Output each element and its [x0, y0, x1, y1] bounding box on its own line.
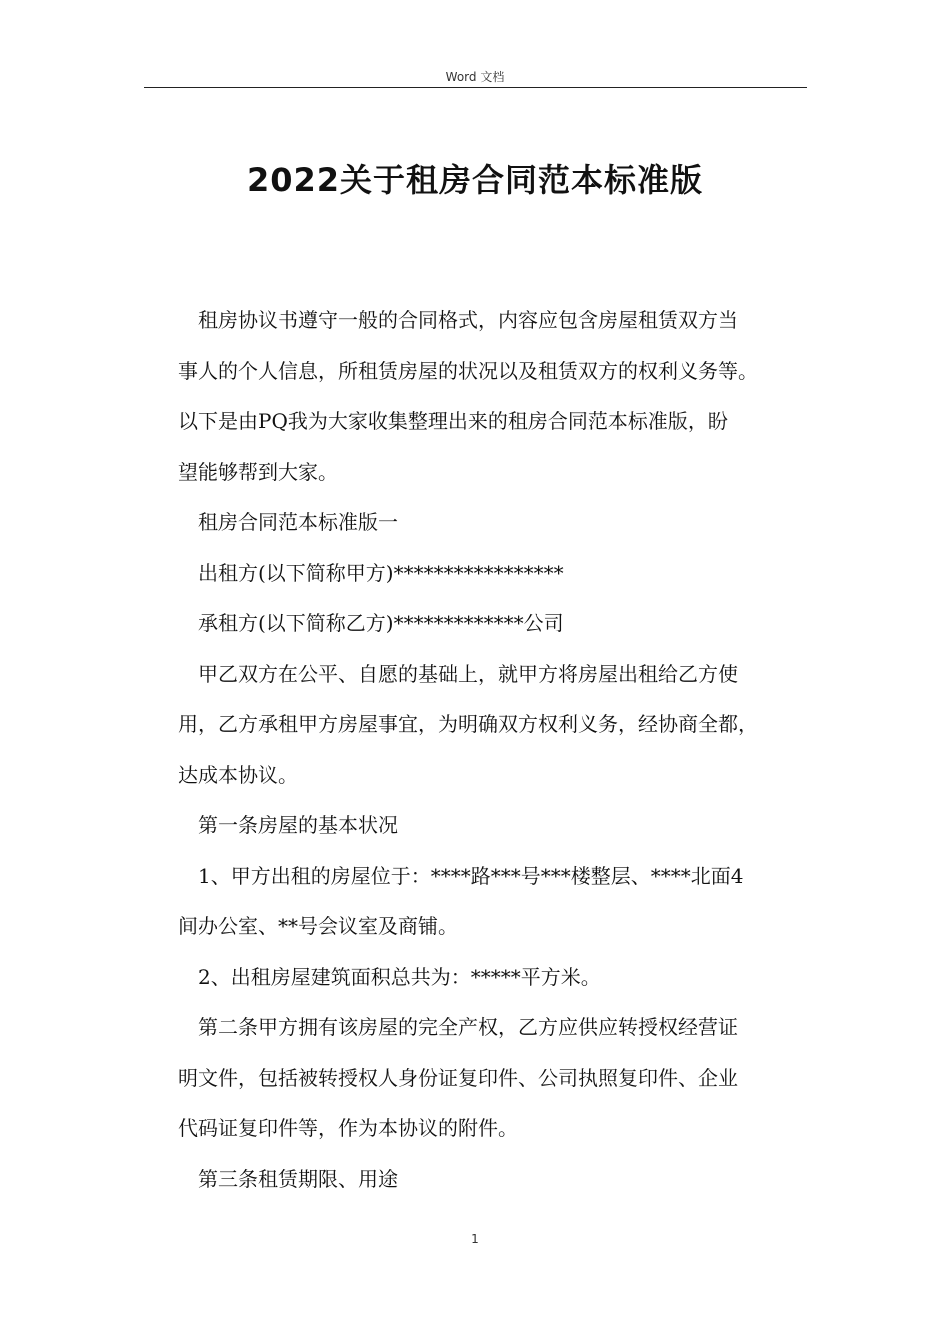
- document-body: [178, 295, 818, 1204]
- text-line: 甲乙双方在公平、自愿的基础上，就甲方将房屋出租给乙方使: [198, 661, 738, 686]
- paragraph: [178, 497, 818, 548]
- text-line: 1、甲方出租的房屋位于：****路***号***楼整层、****北面4: [198, 863, 744, 888]
- page-number: 1: [471, 1232, 479, 1246]
- text-line: 以下是由PQ我为大家收集整理出来的租房合同范本标准版，盼: [178, 409, 728, 433]
- text-line: 租房协议书遵守一般的合同格式，内容应包含房屋租赁双方当: [198, 308, 738, 332]
- text-line: 用，乙方承租甲方房屋事宜，为明确双方权利义务，经协商全都，: [178, 712, 758, 736]
- paragraph: [178, 598, 818, 649]
- paragraph: [178, 851, 818, 952]
- paragraph: [178, 649, 818, 801]
- text-line: 望能够帮到大家。: [178, 459, 338, 484]
- text-line: 出租方(以下简称甲方)*****************: [198, 560, 564, 585]
- text-line: 承租方(以下简称乙方)*************公司: [198, 611, 564, 635]
- paragraph: [178, 1002, 818, 1154]
- document-title: 2022关于租房合同范本标准版: [246, 161, 704, 199]
- paragraph: [178, 800, 818, 851]
- text-line: 明文件，包括被转授权人身份证复印件、公司执照复印件、企业: [178, 1065, 738, 1090]
- text-line: 事人的个人信息，所租赁房屋的状况以及租赁双方的权利义务等。: [178, 358, 758, 383]
- article-heading: 第一条房屋的基本状况: [198, 813, 398, 837]
- text-line: 代码证复印件等，作为本协议的附件。: [178, 1116, 518, 1140]
- text-line: 间办公室、**号会议室及商铺。: [178, 914, 458, 938]
- text-line: 第二条甲方拥有该房屋的完全产权，乙方应供应转授权经营证: [198, 1015, 738, 1039]
- paragraph: [178, 295, 818, 497]
- page-header: Word 文档: [445, 70, 505, 84]
- paragraph: [178, 1154, 818, 1205]
- paragraph: [178, 548, 818, 599]
- paragraph: [178, 952, 818, 1003]
- article-heading: 第三条租赁期限、用途: [198, 1166, 398, 1191]
- section-heading: 租房合同范本标准版一: [198, 510, 398, 534]
- text-line: 达成本协议。: [178, 762, 298, 787]
- header-divider: [144, 87, 807, 88]
- text-line: 2、出租房屋建筑面积总共为：*****平方米。: [198, 964, 601, 989]
